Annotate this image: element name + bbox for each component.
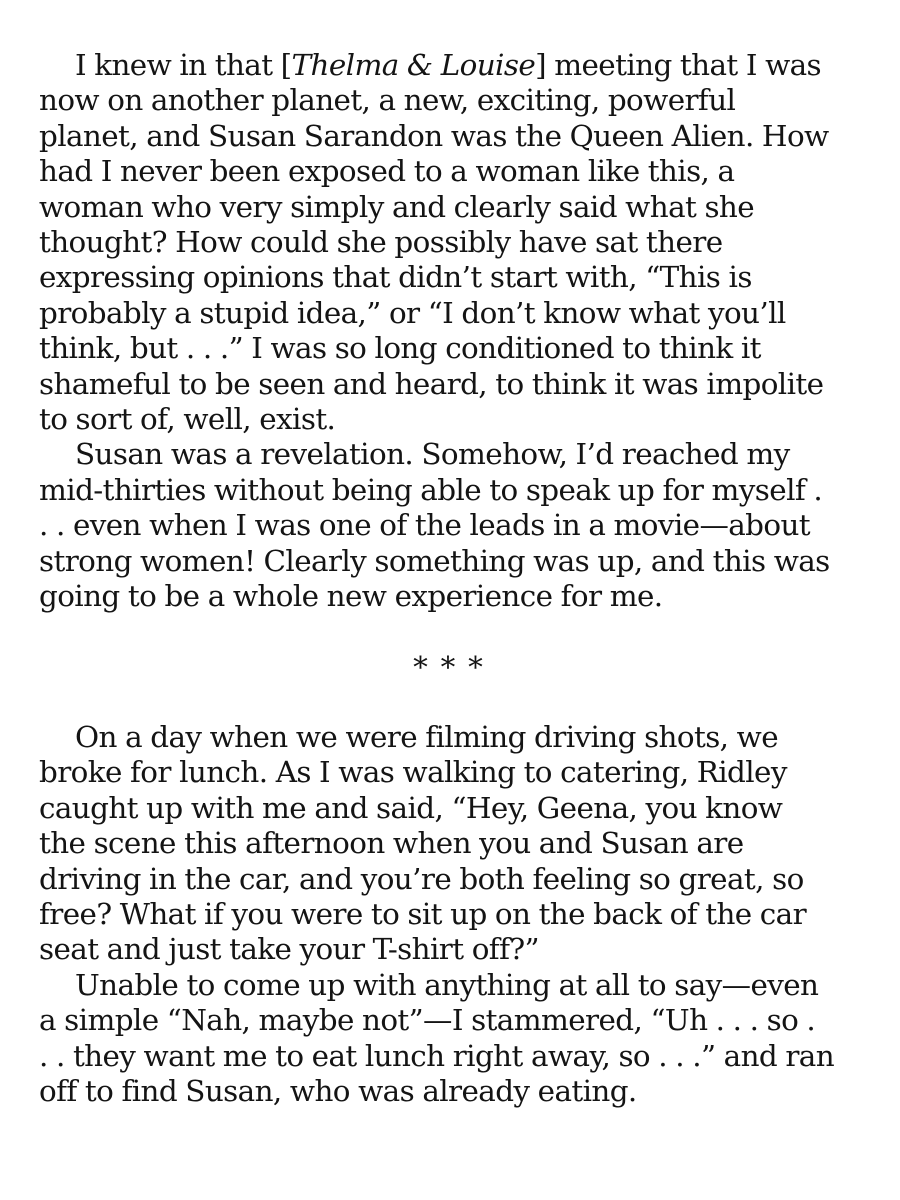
text-line: to sort of, well, exist. <box>39 402 336 437</box>
text-line: now on another planet, a new, exciting, powerful <box>39 83 736 118</box>
text-line: Unable to come up with anything at all to say—even <box>75 967 819 1002</box>
paragraph-susan-revelation <box>39 437 859 614</box>
paragraph-thelma-meeting <box>39 48 859 437</box>
section-divider: * * * <box>413 649 485 684</box>
paragraph-driving-shots <box>39 720 859 968</box>
paragraph-stammered-reply <box>39 968 859 1110</box>
text-line <box>39 48 859 83</box>
text-line: On a day when we were filming driving shots, we <box>75 719 779 754</box>
film-title: Thelma & Louise <box>291 48 536 82</box>
text-line: . . they want me to eat lunch right away, so . . .” and ran <box>39 1038 835 1073</box>
text-line: caught up with me and said, “Hey, Geena, you know <box>39 790 783 825</box>
text-line: a simple “Nah, maybe not”—I stammered, “Uh . . . so . <box>39 1003 816 1038</box>
text-span: ] meeting that I was <box>535 48 822 82</box>
text-line: seat and just take your T-shirt off?” <box>39 932 539 967</box>
text-line: Susan was a revelation. Somehow, I’d reached my <box>75 437 790 472</box>
text-line: mid-thirties without being able to speak up for myself . <box>39 472 823 507</box>
text-line: free? What if you were to sit up on the back of the car <box>39 896 807 931</box>
book-page <box>39 48 859 1109</box>
text-line: going to be a whole new experience for me. <box>39 579 663 614</box>
text-line: off to find Susan, who was already eating. <box>39 1073 637 1108</box>
text-line: shameful to be seen and heard, to think it was impolite <box>39 366 824 401</box>
text-line: woman who very simply and clearly said what she <box>39 189 755 224</box>
text-line: probably a stupid idea,” or “I don’t know what you’ll <box>39 295 786 330</box>
text-line: thought? How could she possibly have sat there <box>39 225 723 260</box>
text-span: I knew in that [ <box>75 48 292 82</box>
text-line: strong women! Clearly something was up, and this was <box>39 543 830 578</box>
text-line: planet, and Susan Sarandon was the Queen Alien. How <box>39 118 829 153</box>
text-line: think, but . . .” I was so long conditioned to think it <box>39 331 761 366</box>
text-line: driving in the car, and you’re both feeling so great, so <box>39 861 804 896</box>
text-line: broke for lunch. As I was walking to catering, Ridley <box>39 755 787 790</box>
text-line: . . even when I was one of the leads in a movie—about <box>39 508 811 543</box>
text-line: the scene this afternoon when you and Susan are <box>39 826 744 861</box>
text-line: had I never been exposed to a woman like this, a <box>39 154 735 189</box>
text-line: expressing opinions that didn’t start with, “This is <box>39 260 752 295</box>
